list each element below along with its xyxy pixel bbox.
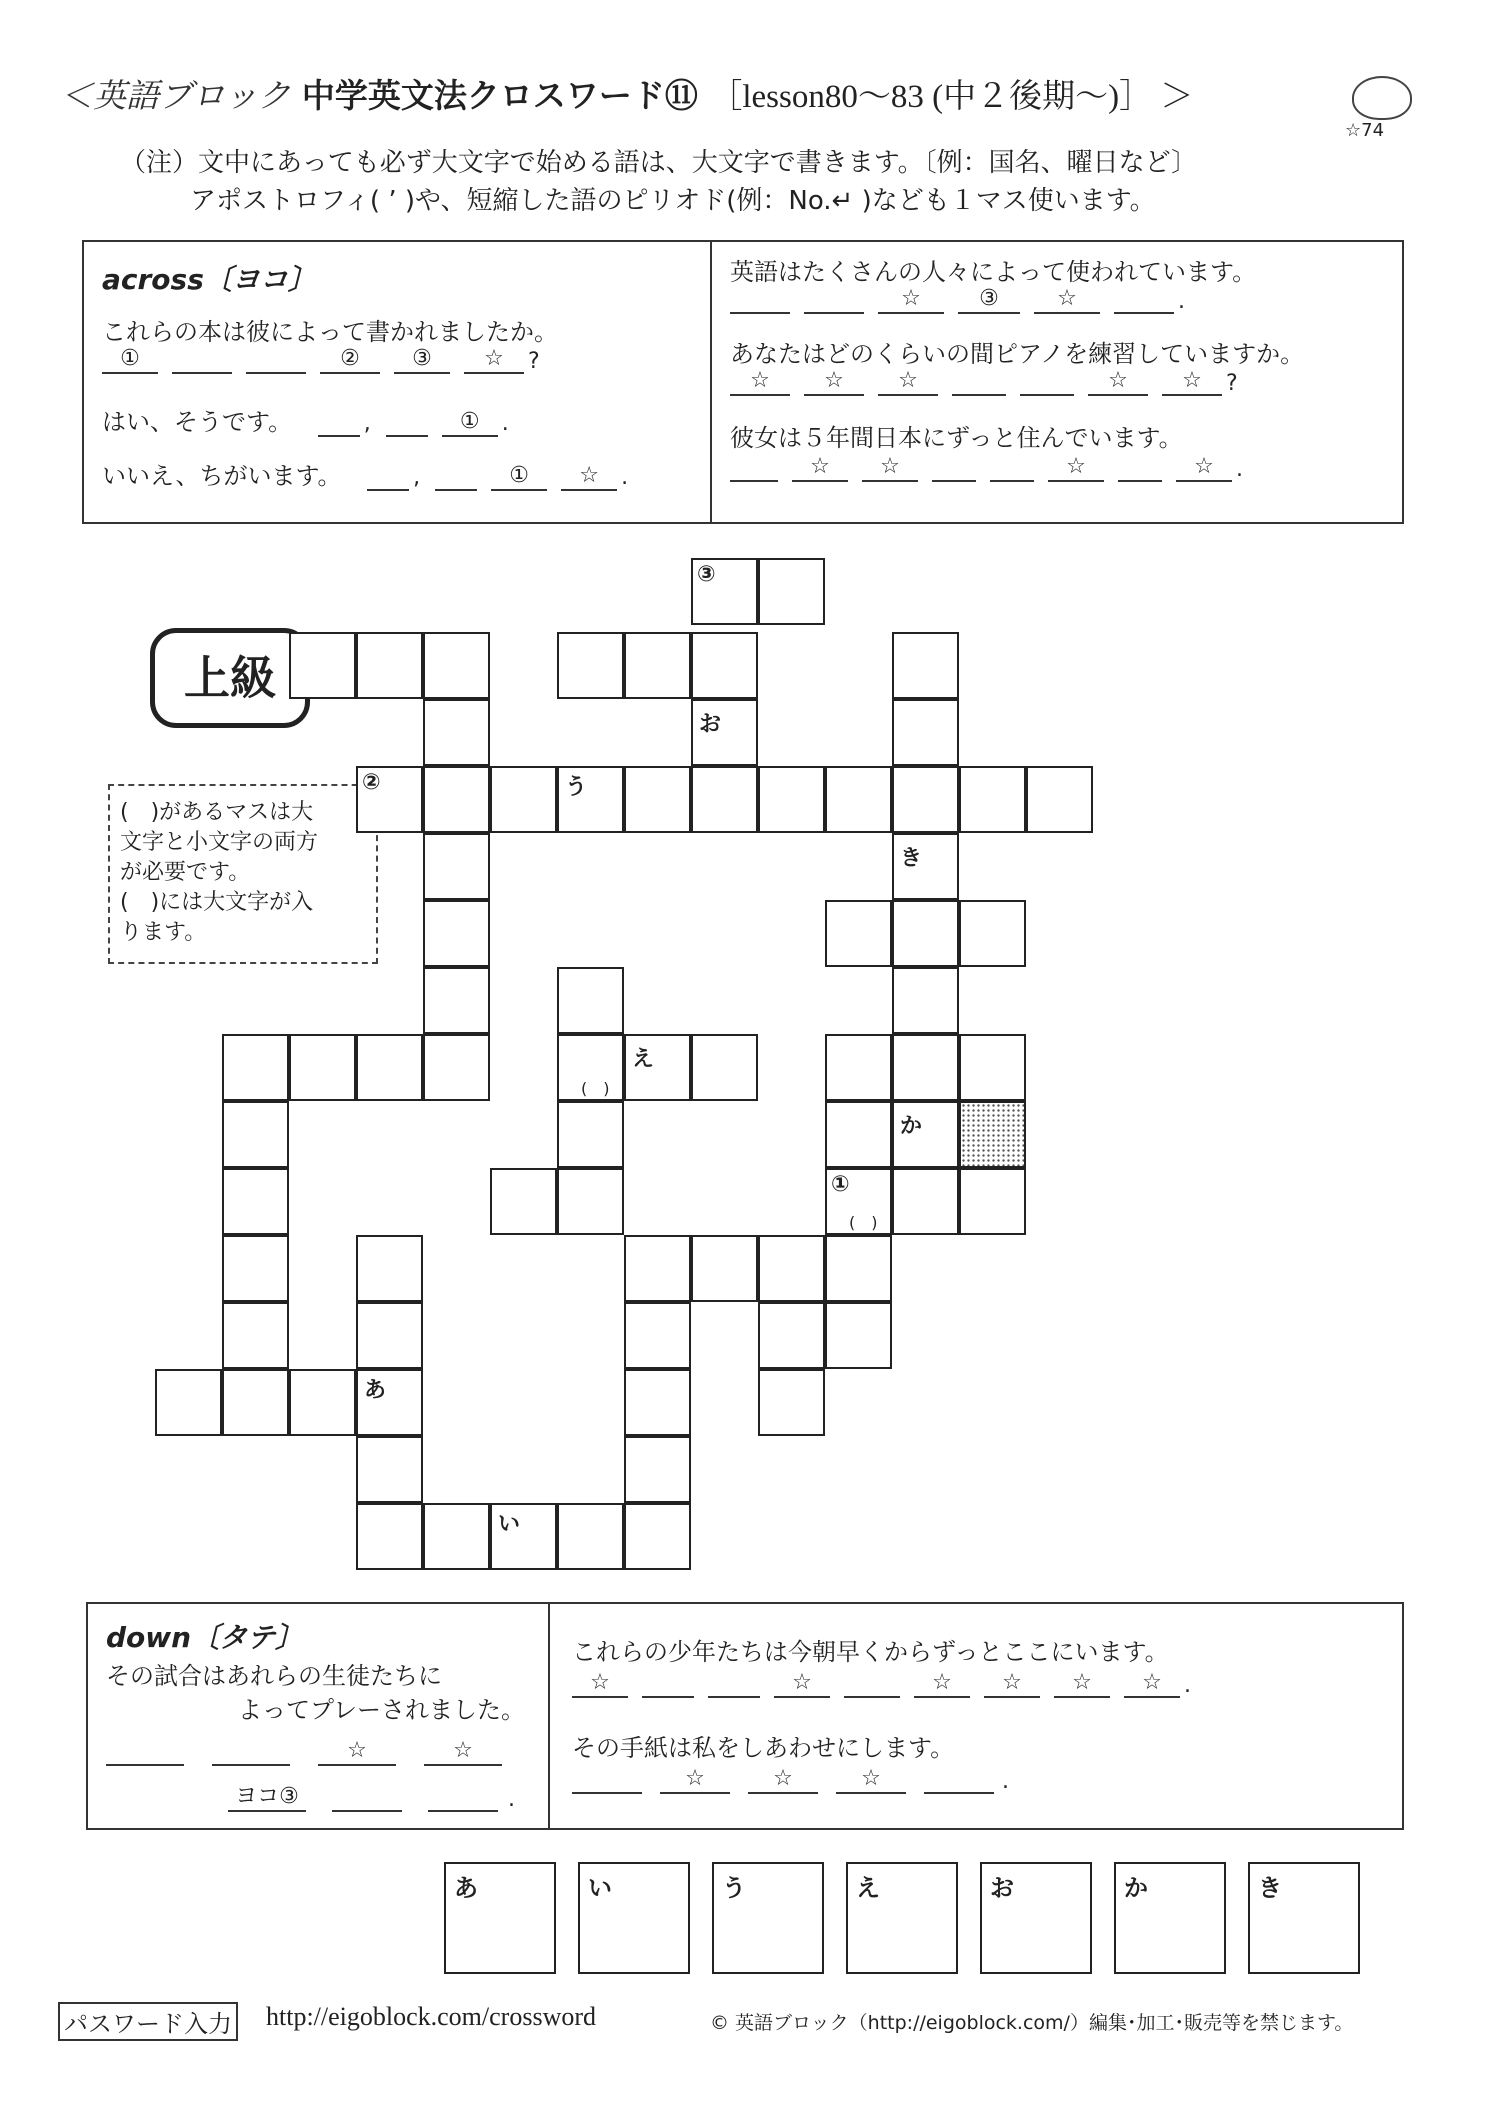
crossword-cell[interactable] xyxy=(892,1034,959,1101)
answer-box-e[interactable] xyxy=(846,1862,958,1974)
blank[interactable]: ☆ xyxy=(1048,454,1104,482)
crossword-cell[interactable] xyxy=(825,1101,892,1168)
cell-clue-label: き xyxy=(900,846,923,871)
blank[interactable]: ☆ xyxy=(1054,1670,1110,1698)
crossword-cell[interactable] xyxy=(356,1302,423,1369)
crossword-cell[interactable] xyxy=(624,766,691,833)
copyright: © 英語ブロック（http://eigoblock.com/）編集･加工･販売等を禁じます。 xyxy=(710,2012,1354,2034)
answer-box-ka[interactable] xyxy=(1114,1862,1226,1974)
crossword-cell[interactable] xyxy=(959,900,1026,967)
question-text: いいえ、ちがいます。 xyxy=(102,462,342,490)
crossword-cell[interactable] xyxy=(289,1034,356,1101)
blank[interactable]: ☆ xyxy=(878,286,944,314)
end-mark: . xyxy=(621,465,629,490)
crossword-cell[interactable] xyxy=(222,1302,289,1369)
crossword-cell[interactable] xyxy=(557,967,624,1034)
crossword-cell[interactable] xyxy=(624,632,691,699)
answer-box-label: き xyxy=(1258,1874,1282,1902)
cell-clue-label: ① xyxy=(831,1172,850,1197)
crossword-cell[interactable] xyxy=(423,967,490,1034)
blank[interactable]: ③ xyxy=(394,346,450,374)
crossword-cell[interactable] xyxy=(222,1101,289,1168)
crossword-cell[interactable] xyxy=(423,699,490,766)
cell-clue-label: ③ xyxy=(697,562,716,587)
blank[interactable]: ① xyxy=(102,346,158,374)
crossword-cell[interactable] xyxy=(959,766,1026,833)
down-blanks-1 xyxy=(106,1738,516,1766)
crossword-cell[interactable] xyxy=(758,1369,825,1436)
crossword-cell[interactable] xyxy=(289,1369,356,1436)
answer-box-label: あ xyxy=(454,1874,478,1902)
blank[interactable]: ☆ xyxy=(878,368,938,396)
blank[interactable]: ① xyxy=(442,409,498,437)
crossword-cell[interactable] xyxy=(490,1168,557,1235)
answer-box-u[interactable] xyxy=(712,1862,824,1974)
end-mark: . xyxy=(1002,1769,1009,1794)
blank[interactable]: ☆ xyxy=(1124,1670,1180,1698)
blank[interactable]: ① xyxy=(491,463,547,491)
across-heading: across〔ヨコ〕 xyxy=(102,263,316,296)
crossword-blocked-cell xyxy=(959,1101,1026,1168)
blank[interactable]: ☆ xyxy=(1162,368,1222,396)
crossword-cell[interactable] xyxy=(892,1168,959,1235)
crossword-cell[interactable] xyxy=(1026,766,1093,833)
crossword-cell[interactable] xyxy=(691,699,758,766)
crossword-cell[interactable] xyxy=(356,1503,423,1570)
blank[interactable] xyxy=(844,1670,900,1698)
across-question-1: これらの本は彼によって書かれましたか。 xyxy=(102,318,558,346)
crossword-cell[interactable] xyxy=(892,833,959,900)
answer-box-label: え xyxy=(856,1874,880,1902)
down-blanks-1b xyxy=(228,1784,515,1812)
answer-box-i[interactable] xyxy=(578,1862,690,1974)
crossword-cell[interactable] xyxy=(222,1168,289,1235)
end-mark: . xyxy=(501,411,509,436)
blank[interactable]: ☆ xyxy=(862,454,918,482)
down-question-2: これらの少年たちは今朝早くからずっとここにいます。 xyxy=(572,1638,1169,1666)
down-blanks-3 xyxy=(572,1766,1009,1794)
down-question-1a: その試合はあれらの生徒たちに xyxy=(106,1662,442,1690)
blank[interactable]: ☆ xyxy=(914,1670,970,1698)
brand-logo: ＜英語ブロック xyxy=(60,76,291,115)
cell-clue-label: あ xyxy=(364,1378,387,1403)
crossword-cell[interactable] xyxy=(222,1034,289,1101)
crossword-cell[interactable] xyxy=(691,632,758,699)
crossword-cell[interactable] xyxy=(825,766,892,833)
blank[interactable]: ☆ xyxy=(464,346,524,374)
lesson-range: ［lesson80～83 (中２後期～)］ ＞ xyxy=(709,79,1194,115)
crossword-cell[interactable] xyxy=(423,1503,490,1570)
worksheet-title: 中学英文法クロスワード⑪ xyxy=(301,76,698,115)
cell-clue-label: い xyxy=(498,1512,521,1537)
crossword-cell[interactable] xyxy=(892,699,959,766)
end-mark: . xyxy=(1184,1673,1191,1698)
cell-clue-label: お xyxy=(699,712,722,737)
crossword-cell[interactable] xyxy=(892,766,959,833)
blank[interactable] xyxy=(708,1670,760,1698)
crossword-cell[interactable] xyxy=(557,1034,624,1101)
crossword-cell[interactable] xyxy=(624,1436,691,1503)
crossword-cell[interactable] xyxy=(289,632,356,699)
side-note-line: ( )があるマスは大 xyxy=(120,800,314,825)
crossword-cell[interactable] xyxy=(222,1235,289,1302)
cell-clue-label: か xyxy=(900,1114,923,1139)
answer-box-label: う xyxy=(722,1874,746,1902)
side-note-line: ります。 xyxy=(120,920,207,945)
crossword-cell[interactable] xyxy=(892,900,959,967)
blank[interactable]: ② xyxy=(320,346,380,374)
crossword-cell[interactable] xyxy=(557,1168,624,1235)
blank[interactable]: ☆ xyxy=(774,1670,830,1698)
down-heading: down〔タテ〕 xyxy=(106,1621,304,1654)
crossword-cell[interactable] xyxy=(691,766,758,833)
crossword-cell[interactable] xyxy=(356,766,423,833)
crossword-cell[interactable] xyxy=(758,558,825,625)
side-note-line: ( )には大文字が入 xyxy=(120,890,314,915)
across-question-6: 彼女は５年間日本にずっと住んでいます。 xyxy=(730,424,1183,452)
crossword-cell[interactable] xyxy=(356,1235,423,1302)
blank[interactable]: ☆ xyxy=(804,368,864,396)
answer-box-label: い xyxy=(588,1874,612,1902)
crossword-cell[interactable] xyxy=(825,900,892,967)
note-line-2: アポストロフィ( ’ )や、短縮した語のピリオド(例：No.↵ )なども１マス使います。 xyxy=(190,186,1156,216)
blank[interactable]: ☆ xyxy=(792,454,848,482)
crossword-cell[interactable] xyxy=(557,1101,624,1168)
crossword-cell[interactable] xyxy=(624,1369,691,1436)
capital-letter-marker: ( ) xyxy=(581,1079,610,1098)
blank[interactable] xyxy=(924,1766,994,1794)
blank[interactable]: ☆ xyxy=(836,1766,906,1794)
crossword-cell[interactable] xyxy=(758,1302,825,1369)
crossword-cell[interactable] xyxy=(758,1235,825,1302)
crossword-cell[interactable] xyxy=(423,900,490,967)
blank[interactable]: ☆ xyxy=(660,1766,730,1794)
end-mark: ? xyxy=(1226,371,1238,396)
crossword-cell[interactable] xyxy=(423,632,490,699)
blank[interactable]: ☆ xyxy=(1176,454,1232,482)
end-mark: . xyxy=(1178,289,1185,314)
answer-box-ki[interactable] xyxy=(1248,1862,1360,1974)
down-box xyxy=(86,1602,1404,1830)
capital-letter-marker: ( ) xyxy=(849,1213,878,1232)
crossword-cell[interactable] xyxy=(356,1436,423,1503)
blank[interactable]: ☆ xyxy=(424,1738,502,1766)
question-text: はい、そうです。 xyxy=(102,408,293,436)
crossword-cell[interactable] xyxy=(892,1101,959,1168)
crossword-cell[interactable] xyxy=(691,558,758,625)
down-question-1b: よってプレーされました。 xyxy=(238,1696,526,1724)
crossword-cell[interactable] xyxy=(356,1034,423,1101)
crossword-cell[interactable] xyxy=(758,766,825,833)
across-question-4: 英語はたくさんの人々によって使われています。 xyxy=(730,258,1257,286)
answer-box-o[interactable] xyxy=(980,1862,1092,1974)
blank[interactable]: ☆ xyxy=(1088,368,1148,396)
crossword-cell[interactable] xyxy=(490,766,557,833)
side-note-line: が必要です。 xyxy=(120,860,251,885)
divider xyxy=(548,1604,550,1828)
crossword-cell[interactable] xyxy=(892,967,959,1034)
answer-box-a[interactable] xyxy=(444,1862,556,1974)
across-reference: ヨコ③ xyxy=(228,1784,306,1812)
crossword-cell[interactable] xyxy=(624,1235,691,1302)
crossword-cell[interactable] xyxy=(825,1034,892,1101)
blank[interactable]: ☆ xyxy=(748,1766,818,1794)
blank[interactable] xyxy=(212,1738,290,1766)
level-badge: 上級 xyxy=(150,628,310,728)
answer-box-label: お xyxy=(990,1874,1014,1902)
cell-clue-label: う xyxy=(565,775,588,800)
down-blanks-2 xyxy=(572,1670,1191,1698)
crossword-cell[interactable] xyxy=(155,1369,222,1436)
crossword-cell[interactable] xyxy=(423,766,490,833)
blank[interactable] xyxy=(572,1766,642,1794)
end-mark: . xyxy=(1236,457,1243,482)
password-label: パスワード入力 xyxy=(58,2002,238,2041)
sheet-number: ☆74 xyxy=(1345,120,1385,141)
blank[interactable]: ☆ xyxy=(561,463,617,491)
note-line-1: （注）文中にあっても必ず大文字で始める語は、大文字で書きます。〔例：国名、曜日など〕 xyxy=(120,148,1198,178)
crossword-cell[interactable] xyxy=(356,632,423,699)
crossword-cell[interactable] xyxy=(825,1235,892,1302)
across-question-3: いいえ、ちがいます。 , ① ☆ . xyxy=(102,462,629,490)
crossword-cell[interactable] xyxy=(624,1302,691,1369)
crossword-cell[interactable] xyxy=(423,833,490,900)
crossword-cell[interactable] xyxy=(691,1235,758,1302)
end-mark: . xyxy=(508,1787,515,1812)
crossword-cell[interactable] xyxy=(959,1168,1026,1235)
answer-box-label: か xyxy=(1124,1874,1148,1902)
crossword-cell[interactable] xyxy=(959,1034,1026,1101)
crossword-cell[interactable] xyxy=(825,1168,892,1235)
blank[interactable]: ☆ xyxy=(572,1670,628,1698)
crossword-cell[interactable] xyxy=(624,1034,691,1101)
crossword-cell[interactable] xyxy=(423,1034,490,1101)
blank[interactable] xyxy=(428,1784,498,1812)
blank[interactable] xyxy=(332,1784,402,1812)
crossword-cell[interactable] xyxy=(222,1369,289,1436)
side-note-line: 文字と小文字の両方 xyxy=(120,830,319,855)
blank[interactable]: ③ xyxy=(958,286,1020,314)
blank[interactable] xyxy=(106,1738,184,1766)
end-mark: ? xyxy=(528,349,540,374)
across-question-2: はい、そうです。 , ① . xyxy=(102,408,509,436)
crossword-cell[interactable] xyxy=(892,632,959,699)
crossword-cell[interactable] xyxy=(624,1503,691,1570)
blank[interactable]: ☆ xyxy=(730,368,790,396)
password-url[interactable]: http://eigoblock.com/crossword xyxy=(266,2002,597,2031)
blank[interactable]: ☆ xyxy=(1034,286,1100,314)
crossword-cell[interactable] xyxy=(356,1369,423,1436)
blank[interactable] xyxy=(642,1670,694,1698)
blank[interactable]: ☆ xyxy=(984,1670,1040,1698)
cell-clue-label: ② xyxy=(362,770,381,795)
crossword-cell[interactable] xyxy=(557,1503,624,1570)
cell-clue-label: え xyxy=(632,1047,655,1072)
crossword-cell[interactable] xyxy=(557,632,624,699)
across-question-5: あなたはどのくらいの間ピアノを練習していますか。 xyxy=(730,340,1305,368)
blank[interactable]: ☆ xyxy=(318,1738,396,1766)
crossword-cell[interactable] xyxy=(825,1302,892,1369)
down-question-3: その手紙は私をしあわせにします。 xyxy=(572,1734,955,1762)
crossword-cell[interactable] xyxy=(691,1034,758,1101)
crossword-cell[interactable] xyxy=(557,766,624,833)
crossword-cell[interactable] xyxy=(490,1503,557,1570)
